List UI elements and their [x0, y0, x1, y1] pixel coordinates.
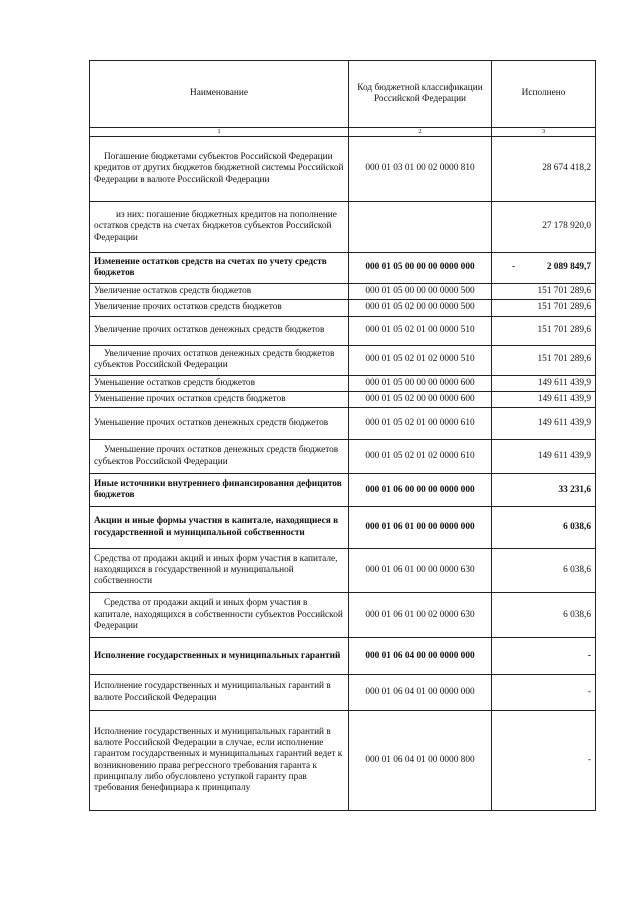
row-name: Увеличение прочих остатков денежных средств бюджетов [90, 316, 349, 345]
header-executed: Исполнено [492, 61, 596, 128]
row-name: Акции и иные формы участия в капитале, находящиеся в государственной и муниципальной собственности [90, 507, 349, 549]
row-name: Погашение бюджетами субъектов Российской Федерации кредитов от других бюджетов бюджетной системы Российской Федерации в валюте Российской Федерации [90, 137, 349, 202]
header-code: Код бюджетной классификации Российской Федерации [349, 61, 492, 128]
table-row [90, 593, 596, 638]
header-name: Наименование [90, 61, 349, 128]
row-value: - [492, 675, 596, 711]
row-value: 151 701 289,6 [492, 284, 596, 300]
row-name: Средства от продажи акций и иных форм участия в капитале, находящихся в собственности субъектов Российской Федерации [90, 593, 349, 638]
row-code: 000 01 06 04 00 00 0000 000 [349, 638, 492, 675]
row-value: 33 231,6 [492, 474, 596, 507]
row-value: 149 611 439,9 [492, 408, 596, 440]
table-row [90, 300, 596, 316]
row-value: - [492, 711, 596, 811]
row-value: 151 701 289,6 [492, 316, 596, 345]
row-value: 149 611 439,9 [492, 375, 596, 391]
row-code: 000 01 05 00 00 00 0000 500 [349, 284, 492, 300]
row-value: 151 701 289,6 [492, 345, 596, 375]
table-row [90, 440, 596, 474]
row-value [492, 253, 596, 284]
row-code: 000 01 03 01 00 02 0000 810 [349, 137, 492, 202]
row-code: 000 01 05 02 00 00 0000 500 [349, 300, 492, 316]
row-name: Исполнение государственных и муниципальных гарантий в валюте Российской Федерации [90, 675, 349, 711]
row-code: 000 01 06 01 00 00 0000 000 [349, 507, 492, 549]
table-row [90, 549, 596, 593]
column-number-2: 2 [349, 128, 492, 137]
table-row [90, 284, 596, 300]
budget-execution-table [89, 60, 596, 811]
row-name: Увеличение остатков средств бюджетов [90, 284, 349, 300]
table-row [90, 253, 596, 284]
column-number-row [90, 128, 596, 137]
row-code: 000 01 05 02 01 02 0000 610 [349, 440, 492, 474]
row-code: 000 01 05 02 01 02 0000 510 [349, 345, 492, 375]
row-value: 6 038,6 [492, 549, 596, 593]
row-name: Уменьшение прочих остатков денежных средств бюджетов субъектов Российской Федерации [90, 440, 349, 474]
row-code: 000 01 05 02 01 00 0000 510 [349, 316, 492, 345]
row-name: Изменение остатков средств на счетах по учету средств бюджетов [90, 253, 349, 284]
table-header-row [90, 61, 596, 128]
row-value: 28 674 418,2 [492, 137, 596, 202]
row-code [349, 202, 492, 253]
table-row [90, 137, 596, 202]
row-code: 000 01 05 00 00 00 0000 000 [349, 253, 492, 284]
row-name: Уменьшение прочих остатков денежных средств бюджетов [90, 408, 349, 440]
row-code: 000 01 06 04 01 00 0000 800 [349, 711, 492, 811]
table-row [90, 375, 596, 391]
row-code: 000 01 06 00 00 00 0000 000 [349, 474, 492, 507]
row-name: Исполнение государственных и муниципальных гарантий в валюте Российской Федерации в случае, если исполнение гарантом государственных и муниципальных гарантий ведет к возникновению права регрессного требования гаранта к принципалу либо обусловлено уступкой гаранту прав требования бенефициара к принципалу [90, 711, 349, 811]
row-name: Увеличение прочих остатков средств бюджетов [90, 300, 349, 316]
row-code: 000 01 05 00 00 00 0000 600 [349, 375, 492, 391]
row-name: Уменьшение остатков средств бюджетов [90, 375, 349, 391]
row-value: 6 038,6 [492, 507, 596, 549]
table-row [90, 202, 596, 253]
table-row [90, 474, 596, 507]
column-number-3: 3 [492, 128, 596, 137]
row-value: 6 038,6 [492, 593, 596, 638]
row-name: Средства от продажи акций и иных форм участия в капитале, находящихся в государственной и муниципальной собственности [90, 549, 349, 593]
table-row [90, 408, 596, 440]
row-value: 149 611 439,9 [492, 391, 596, 407]
table-row [90, 316, 596, 345]
row-code: 000 01 05 02 00 00 0000 600 [349, 391, 492, 407]
row-value: - [492, 638, 596, 675]
row-name: Уменьшение прочих остатков средств бюджетов [90, 391, 349, 407]
column-number-1: 1 [90, 128, 349, 137]
row-name: Увеличение прочих остатков денежных средств бюджетов субъектов Российской Федерации [90, 345, 349, 375]
table-row [90, 638, 596, 675]
row-code: 000 01 06 01 00 00 0000 630 [349, 549, 492, 593]
row-name: Иные источники внутреннего финансирования дефицитов бюджетов [90, 474, 349, 507]
row-code: 000 01 05 02 01 00 0000 610 [349, 408, 492, 440]
row-value-sign: - [512, 262, 516, 273]
row-name: Исполнение государственных и муниципальных гарантий [90, 638, 349, 675]
table-row [90, 345, 596, 375]
row-value: 27 178 920,0 [492, 202, 596, 253]
row-value-amount: 2 089 849,7 [546, 262, 591, 273]
table-row [90, 507, 596, 549]
row-code: 000 01 06 04 01 00 0000 000 [349, 675, 492, 711]
row-name: из них: погашение бюджетных кредитов на пополнение остатков средств на счетах бюджетов субъектов Российской Федерации [90, 202, 349, 253]
row-value: 151 701 289,6 [492, 300, 596, 316]
table-row [90, 711, 596, 811]
row-value: 149 611 439,9 [492, 440, 596, 474]
table-row [90, 675, 596, 711]
table-row [90, 391, 596, 407]
row-code: 000 01 06 01 00 02 0000 630 [349, 593, 492, 638]
